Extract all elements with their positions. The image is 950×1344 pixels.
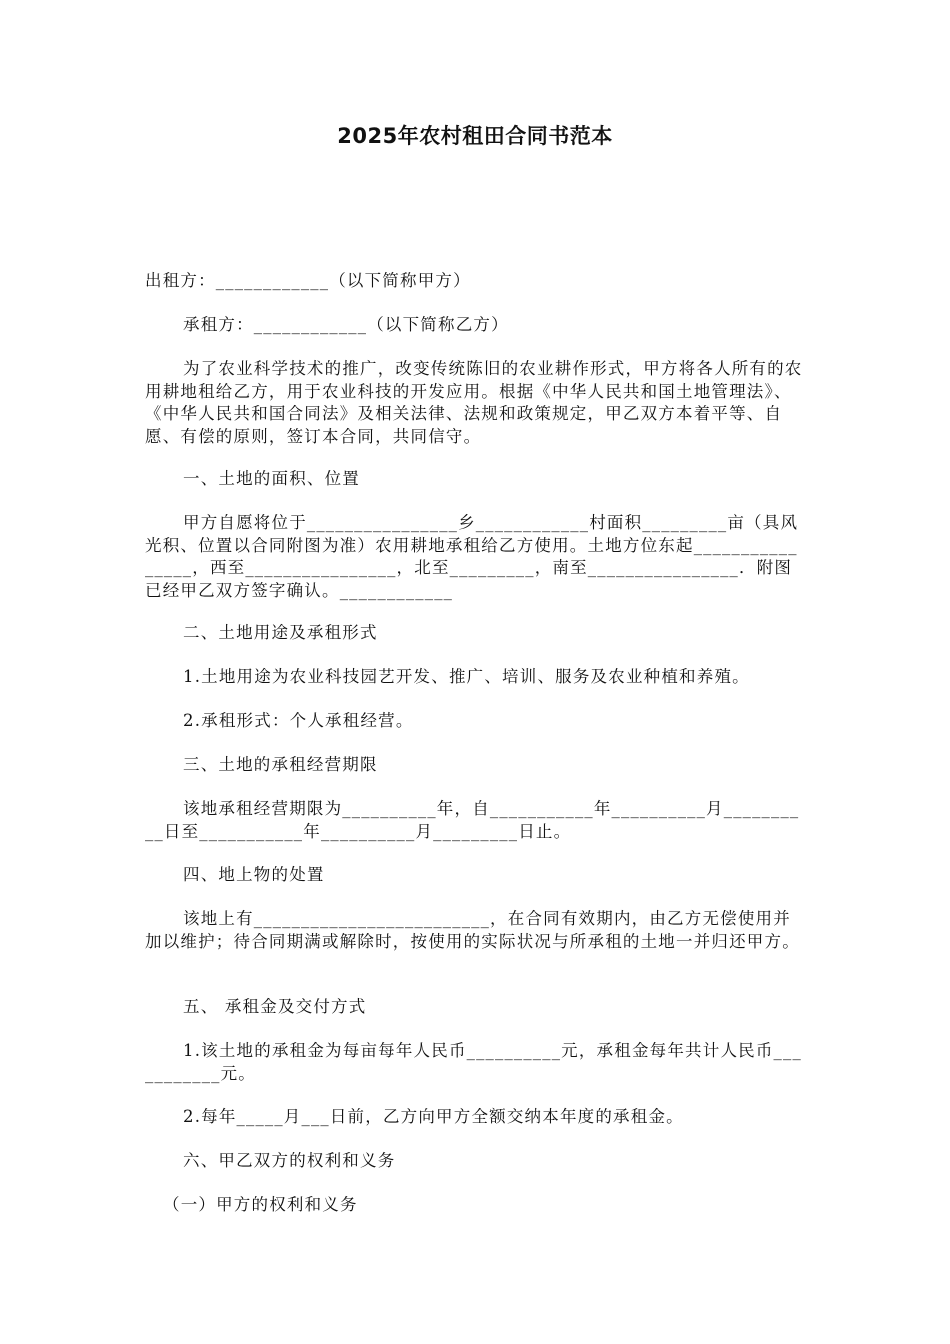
section-3-body: 该地承租经营期限为__________年，自___________年__________月__________日至___________年__________月_________日止。 bbox=[145, 799, 800, 841]
section-2-item-1: 1.土地用途为农业科技园艺开发、推广、培训、服务及农业种植和养殖。 bbox=[183, 667, 750, 686]
section-6-subheading-1: （一）甲方的权利和义务 bbox=[163, 1195, 358, 1214]
section-3-heading: 三、土地的承租经营期限 bbox=[183, 755, 378, 774]
section-2-heading: 二、土地用途及承租形式 bbox=[183, 623, 378, 642]
section-6-heading: 六、甲乙双方的权利和义务 bbox=[183, 1151, 396, 1170]
preamble-paragraph: 为了农业科学技术的推广，改变传统陈旧的农业耕作形式，甲方将各人所有的农用耕地租给乙方，用于农业科技的开发应用。根据《中华人民共和国土地管理法》、《中华人民共和国合同法》及相关法律、法规和政策规定，甲乙双方本着平等、自愿、有偿的原则，签订本合同，共同信守。 bbox=[145, 359, 803, 446]
section-1-body: 甲方自愿将位于________________乡____________村面积_________亩（具风光积、位置以合同附图为准）农用耕地承租给乙方使用。土地方位东起________________，西至________________，北至_________，南至________________．附图已经甲乙双方签字确认。____________ bbox=[145, 513, 799, 600]
document-title: 2025年农村租田合同书范本 bbox=[337, 124, 613, 148]
section-5-heading: 五、 承租金及交付方式 bbox=[183, 997, 367, 1016]
section-1-heading: 一、土地的面积、位置 bbox=[183, 469, 360, 488]
section-5-item-1: 1.该土地的承租金为每亩每年人民币__________元，承租金每年共计人民币___________元。 bbox=[145, 1041, 802, 1083]
lessee-line: 承租方：____________（以下简称乙方） bbox=[183, 315, 509, 334]
lessor-line: 出租方：____________（以下简称甲方） bbox=[145, 271, 471, 290]
section-4-body: 该地上有_________________________，在合同有效期内，由乙方无偿使用并加以维护；待合同期满或解除时，按使用的实际状况与所承租的土地一并归还甲方。 bbox=[145, 909, 800, 951]
section-2-item-2: 2.承租形式：个人承租经营。 bbox=[183, 711, 414, 730]
section-5-item-2: 2.每年_____月___日前，乙方向甲方全额交纳本年度的承租金。 bbox=[183, 1107, 684, 1126]
section-4-heading: 四、地上物的处置 bbox=[183, 865, 325, 884]
